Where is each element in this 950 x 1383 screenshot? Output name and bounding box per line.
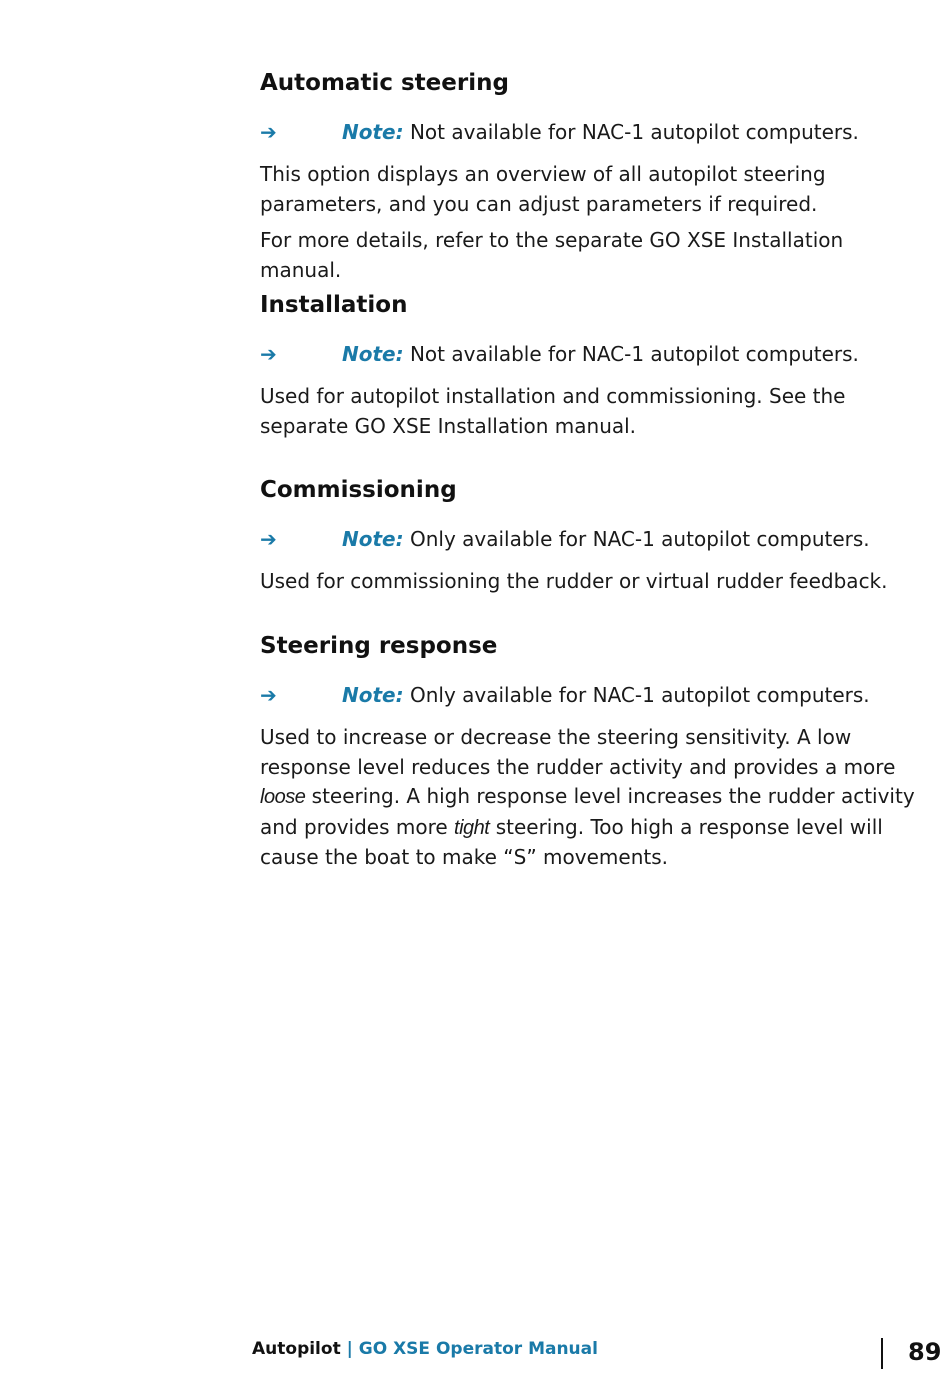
note-text [342,117,859,147]
footer-divider [881,1338,883,1369]
paragraph-text: steering. A high response level increases the rudder activity and provides more [260,784,915,839]
section-installation [260,291,930,441]
emphasis-tight: tight [454,816,490,839]
note-text [342,339,859,369]
note-body: Not available for NAC-1 autopilot computers. [403,120,859,144]
footer-separator: | [340,1339,359,1359]
note-label: Note: [342,120,404,144]
paragraph: Used for commissioning the rudder or virtual rudder feedback. [260,569,888,593]
note-text [342,680,870,710]
section-heading: Installation [260,292,408,318]
page-footer [252,1338,598,1360]
section-automatic-steering [260,69,930,285]
footer-chapter: Autopilot [252,1339,341,1359]
note [260,339,930,369]
section-commissioning [260,476,930,597]
note [260,680,930,710]
right-arrow-icon: ➔ [260,342,277,366]
note-label: Note: [342,342,404,366]
footer-manual-title: GO XSE Operator Manual [358,1339,598,1359]
note-label: Note: [342,527,404,551]
paragraph-text: steering. Too high a response level will cause the boat to make “S” movements. [260,814,883,869]
right-arrow-icon: ➔ [260,527,277,551]
note [260,117,930,147]
note-text [342,524,870,554]
note-label: Note: [342,683,404,707]
section-heading: Steering response [260,633,498,659]
paragraph: This option displays an overview of all autopilot steering parameters, and you can adjust parameters if required. [260,162,826,216]
paragraph: For more details, refer to the separate GO XSE Installation manual. [260,228,844,282]
note-body: Not available for NAC-1 autopilot computers. [403,342,859,366]
right-arrow-icon: ➔ [260,120,277,144]
page-number: 89 [908,1338,942,1366]
paragraph-text: Used to increase or decrease the steering sensitivity. A low response level reduces the rudder activity and provides a more [260,725,896,779]
paragraph: Used for autopilot installation and commissioning. See the separate GO XSE Installation manual. [260,384,846,438]
note [260,524,930,554]
section-steering-response [260,632,930,873]
emphasis-loose: loose [260,786,306,808]
note-body: Only available for NAC-1 autopilot computers. [403,527,870,551]
paragraph [260,723,930,873]
section-heading: Commissioning [260,477,457,503]
section-heading: Automatic steering [260,70,509,96]
right-arrow-icon: ➔ [260,683,277,707]
note-body: Only available for NAC-1 autopilot computers. [403,683,870,707]
